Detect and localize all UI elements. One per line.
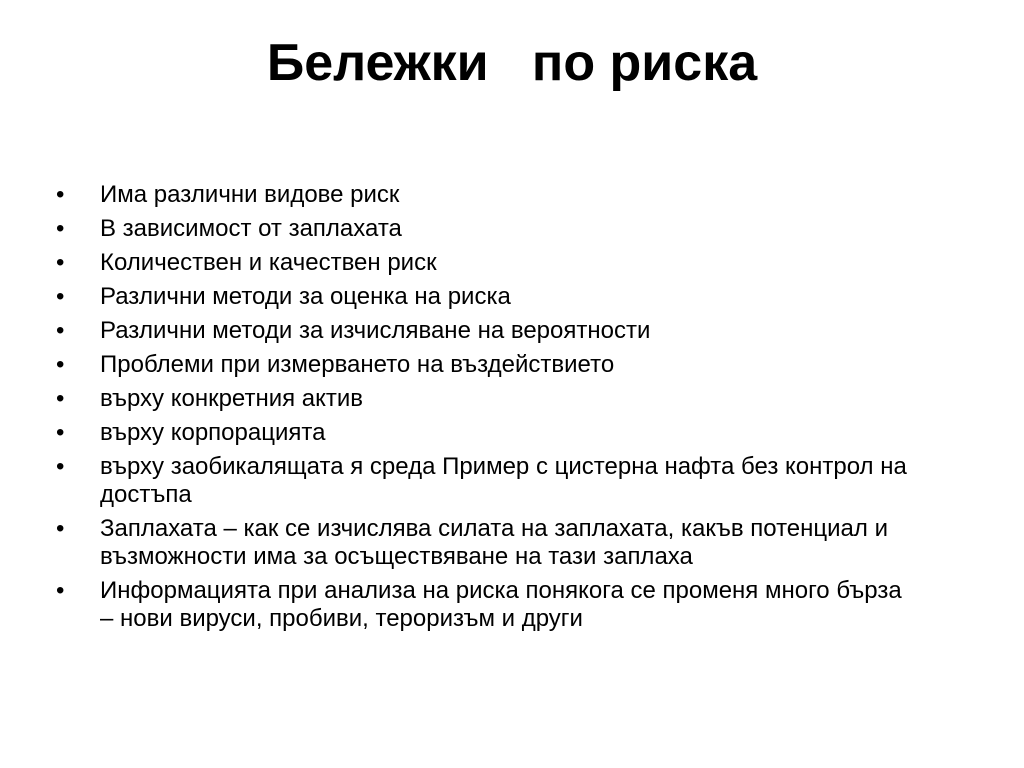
bullet-marker: •: [56, 249, 65, 276]
bullet-marker: •: [56, 283, 65, 310]
bullet-marker: •: [56, 385, 65, 412]
bullet-item: [56, 215, 916, 243]
bullet-marker: •: [56, 351, 65, 378]
bullet-item: [56, 249, 916, 277]
bullet-text: Количествен и качествен риск: [100, 249, 437, 276]
bullet-text: върху конкретния актив: [100, 385, 364, 412]
bullet-list: [56, 181, 916, 639]
slide-title: Бележки по риска: [266, 34, 758, 92]
bullet-marker: •: [56, 577, 65, 604]
bullet-text: Има различни видове риск: [100, 181, 400, 208]
bullet-text: В зависимост от заплахата: [100, 215, 402, 242]
bullet-marker: •: [56, 181, 65, 208]
bullet-text: Заплахата – как се изчислява силата на заплахата, какъв потенциал и възможности има за осъществяване на тази заплаха: [100, 515, 888, 570]
bullet-item: [56, 419, 916, 447]
bullet-item: [56, 385, 916, 413]
bullet-text: Информацията при анализа на риска понякога се променя много бърза – нови вируси, пробиви, тероризъм и други: [100, 577, 902, 632]
bullet-item: [56, 453, 916, 509]
bullet-text: Различни методи за оценка на риска: [100, 283, 511, 310]
bullet-item: [56, 577, 916, 633]
bullet-marker: •: [56, 515, 65, 542]
bullet-text: Различни методи за изчисляване на вероятности: [100, 317, 651, 344]
bullet-item: [56, 181, 916, 209]
bullet-text: Проблеми при измерването на въздействието: [100, 351, 615, 378]
bullet-item: [56, 515, 916, 571]
bullet-item: [56, 317, 916, 345]
bullet-text: върху корпорацията: [100, 419, 326, 446]
bullet-marker: •: [56, 453, 65, 480]
bullet-text: върху заобикалящата я среда Пример с цистерна нафта без контрол на достъпа: [100, 453, 907, 508]
bullet-item: [56, 283, 916, 311]
bullet-item: [56, 351, 916, 379]
bullet-marker: •: [56, 419, 65, 446]
bullet-marker: •: [56, 317, 65, 344]
bullet-marker: •: [56, 215, 65, 242]
